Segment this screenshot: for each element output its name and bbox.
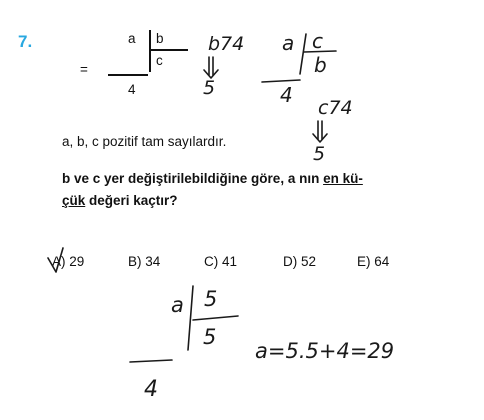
hand-work-dividend: a [171,293,184,317]
hand-c-note: c74 [318,97,353,119]
hand-b-note: b74 [208,33,245,55]
question-part1: b ve c yer değiştirilebildiğine göre, a nın [62,171,324,186]
c-note-arrowhead [313,134,327,142]
diagram-remainder-line [108,74,148,76]
hand-c-target: 5 [313,143,326,165]
diagram-minus-sign: = [80,62,88,77]
hand-work-quotient: 5 [203,325,217,349]
choice-d[interactable]: D) 52 [283,254,317,269]
alt-remainder-line [262,80,300,82]
hand-equation: a=5.5+4=29 [255,339,395,363]
question-underlined-1: en kü- [323,171,363,186]
work-division-line [193,316,238,320]
diagram-divisor-line [150,49,188,51]
hand-alt-dividend: a [282,31,295,55]
question-part2: değeri kaçtır? [85,193,178,208]
diagram-remainder: 4 [128,82,136,97]
choice-e[interactable]: E) 64 [357,254,390,269]
hand-work-remainder: 4 [144,377,158,402]
hand-b-target: 5 [203,77,216,99]
hand-work-divisor: 5 [204,287,218,311]
diagram-vertical-bar [149,30,151,72]
choice-b[interactable]: B) 34 [128,254,161,269]
b-note-arrowhead [204,70,218,78]
choice-a[interactable]: A) 29 [52,254,85,269]
work-remainder-line [130,360,172,362]
diagram-quotient: c [156,53,163,68]
hand-alt-remainder: 4 [280,83,293,107]
question-underlined-2: çük [62,193,86,208]
alt-division-bar [300,34,306,74]
work-division-bar [188,286,193,350]
hand-alt-quotient: b [314,53,327,77]
hand-alt-divisor: c [312,29,323,53]
alt-division-line [304,51,336,52]
choice-c[interactable]: C) 41 [204,254,238,269]
diagram-divisor: b [156,31,164,46]
question-text [62,168,422,212]
problem-statement: a, b, c pozitif tam sayılardır. [62,134,227,149]
diagram-dividend: a [128,31,136,46]
question-number: 7. [18,32,33,51]
